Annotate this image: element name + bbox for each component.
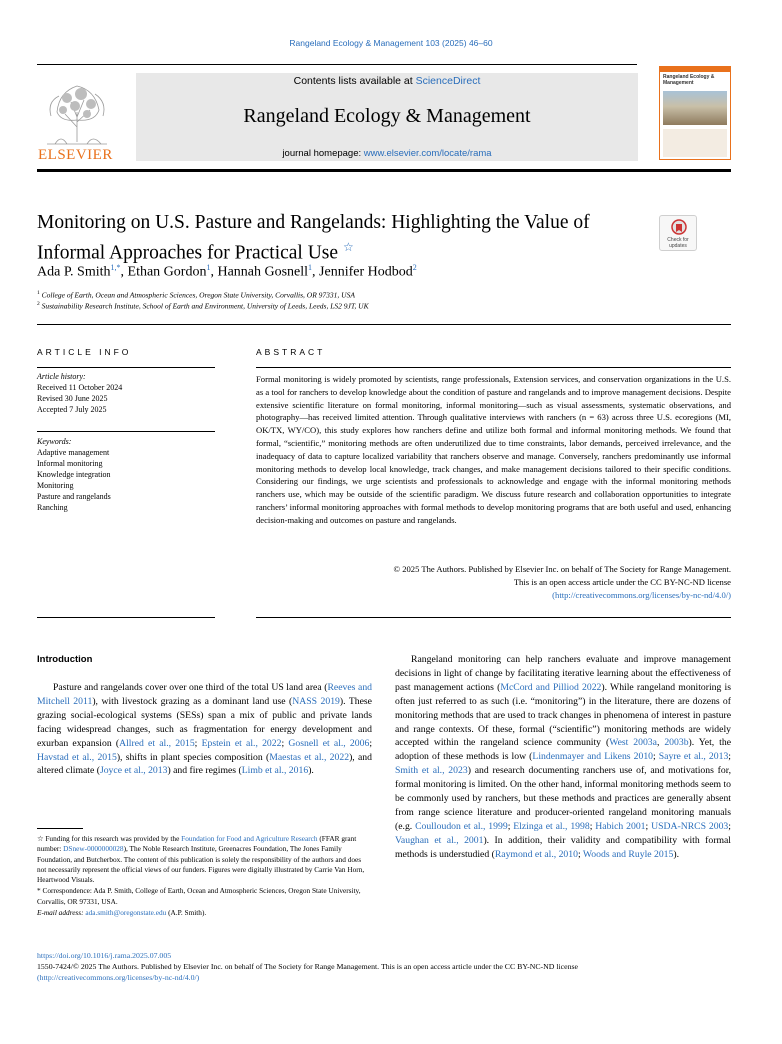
citation-link[interactable]: USDA-NRCS 2003 [651,820,729,832]
abstract-heading: ABSTRACT [256,347,326,357]
contents-line [136,75,638,87]
citation-link[interactable]: Foundation for Food and Agriculture Research [181,834,318,843]
header-top-rule [37,64,637,65]
text-run: ; [577,848,583,860]
citation-link[interactable]: NASS 2019 [292,695,340,707]
text-run: ). In addition, their validity and compatibility with formal methods is understudied ( [395,834,731,860]
check-updates-label: Check for updates [667,237,689,249]
citation-link[interactable]: Habich 2001 [595,820,646,832]
keyword: Pasture and rangelands [37,492,111,501]
sciencedirect-link[interactable]: ScienceDirect [415,75,481,87]
abstract-text: Formal monitoring is widely promoted by scientists, range professionals, Extension services, and conservation organizations in the U.S. as a tool for ranchers to develop knowledge about the condition of pasture and rangelands and to improve management decisions. Despite extensive scientific literature on formal monitoring, informal monitoring—such as visual assessments, systematic observations, and photography—has received limited attention. Through qualitative interviews with ranchers (n = 63) across three U.S. ecoregions (MI, OK/TX, WY/CO), this study explores how ranchers define and utilize both formal and informal monitoring methods. We found that formal, “scientific,” monitoring methods are often underutilized due to time constraints, labor demands, perceived irrelevance, and the inadequacy of data to capture localized variability that ranchers observe and manage. Conversely, ranchers predominantly use informal monitoring methods to develop local knowledge, track changes, and make management decisions tailored to their specific conditions. Considering our findings, we urge scientists and professionals to acknowledge and engage with the informal monitoring methods ranchers use, which may be outside of the scientific paradigm. We discuss future research and collaboration opportunities to integrate ranchers’ informal monitoring approaches with formal methods to develop monitoring programs that are both useful and used, enhancing decision-making and outcomes on pasture and rangelands. [256,374,731,525]
affiliation-text: College of Earth, Ocean and Atmospheric Sciences, Oregon State University, Corvallis, OR 97331, USA [41,290,355,300]
issn-line: 1550-7424/© 2025 The Authors. Published by Elsevier Inc. on behalf of The Society for Range Management. This is an open access article under the CC BY-NC-ND license [37,962,578,971]
title-block-rule [37,324,731,325]
text-run: ), with livestock grazing as a dominant land use ( [92,695,293,707]
citation-link[interactable]: Havstad et al., 2015 [37,751,117,763]
funding-footnote [37,834,372,885]
author-name[interactable]: Ethan Gordon [127,264,207,280]
page-footer [37,950,737,983]
keyword: Ranching [37,503,68,512]
author-email-link[interactable]: ada.smith@oregonstate.edu [85,908,167,918]
check-for-updates-button[interactable] [659,215,697,251]
intro-paragraph [37,681,372,778]
text-run: ). [673,848,680,860]
footnote-rule [37,828,83,829]
article-info-rule [37,367,215,368]
citation-link[interactable]: Gosnell et al., 2006 [288,737,370,749]
citation-link[interactable]: Limb et al., 2016 [241,765,309,777]
journal-homepage-link[interactable]: www.elsevier.com/locate/rama [363,148,492,159]
keywords [37,436,215,513]
text-run: Pasture and rangelands cover over one third of the total US land area ( [53,682,328,693]
citation-link[interactable]: Elzinga et al., 1998 [513,820,590,832]
citation-link[interactable]: Sayre et al., 2013 [658,751,729,763]
footer-license-link[interactable]: (http://creativecommons.org/licenses/by-nc-nd/4.0/) [37,973,200,982]
author-name[interactable]: Hannah Gosnell [217,264,309,280]
citation-link[interactable]: Joyce et al., 2013 [99,765,168,777]
cover-band [660,67,730,72]
homepage-line [136,148,638,159]
text-run: ; [728,751,731,763]
keyword: Knowledge integration [37,470,111,479]
citation-link[interactable]: West 2003a [609,737,657,749]
affiliation-number: 1 [37,290,40,296]
citation-link[interactable]: Coulloudon et al., 1999 [415,820,508,832]
doi-link[interactable]: https://doi.org/10.1016/j.rama.2025.07.005 [37,951,172,960]
text-run: ; [728,820,731,832]
text-run: ; [645,820,652,832]
text-run: ). These grazing social-ecological systems (SESs) span a mix of public and private lands facing widespread changes, such as fragmentation for energy development and exurban expansion ( [37,695,372,749]
author-list: Ada P. Smith$^{1,*}$, Ethan Gordon$^1$, Hannah Gosnell$^1$, Jennifer Hodbod$^2$ [37,263,417,280]
abstract-copyright: © 2025 The Authors. Published by Elsevier Inc. on behalf of The Society for Range Management. [393,564,731,574]
abstract-bottom-rule [256,617,731,618]
text-run: ), and altered climate ( [37,751,372,777]
abstract-license: This is an open access article under the CC BY-NC-ND license [513,577,731,587]
text-run: ) and research documenting ranchers use of, and motivations for, formal monitoring is limited. On the other hand, informal monitoring methods seem to be commonly used by ranchers, but these methods and practices are generally absent from range science literature and producer-oriented rangeland monitoring manuals (e.g. [395,765,731,832]
check-updates-icon [671,219,687,237]
email-suffix: (A.P. Smith). [166,908,207,918]
text-run: ), shifts in plant species composition ( [116,751,270,763]
author-affil-mark[interactable]: 1 [308,263,313,272]
article-title-text: Monitoring on U.S. Pasture and Rangelands: Highlighting the Value of Informal Approaches for Practical Use [37,212,590,264]
journal-reference[interactable]: Rangeland Ecology & Management 103 (2025) 46–60 [289,38,493,48]
author-name[interactable]: Ada P. Smith [37,264,111,280]
keywords-label: Keywords: [37,437,72,446]
intro-right-column [395,653,731,862]
citation-link[interactable]: DSnew-0000000028 [63,844,124,854]
affiliation [37,301,737,311]
keyword: Adaptive management [37,448,110,457]
email-footnote [37,908,372,918]
citation-link[interactable]: Allred et al., 2015 [119,737,195,749]
cover-bottom-panel [663,129,727,157]
affiliation [37,290,737,300]
text-run: ; [507,820,514,832]
keyword: Informal monitoring [37,459,103,468]
author-affil-mark[interactable]: 1 [206,263,211,272]
citation-link[interactable]: Vaughan et al., 2001 [395,834,484,846]
article-info-heading: ARTICLE INFO [37,347,132,357]
elsevier-wordmark[interactable]: ELSEVIER [38,147,113,163]
affiliation-text: Sustainability Research Institute, School of Earth and Environment, University of Leeds, Leeds, LS2 9JT, UK [41,301,369,311]
journal-cover-thumbnail[interactable] [659,66,731,160]
intro-paragraph [395,653,731,862]
cover-title: Rangeland Ecology & Management [663,74,715,86]
citation-link[interactable]: Maestas et al., 2022 [269,751,350,763]
text-run: ; [194,737,202,749]
text-run: ), The Noble Research Institute, Greenacres Foundation, The Jones Family Foundation, and Butcherbox. The content of this publication is solely the responsibility of the authors and does not necessarily represent the official views of our funders. Figures were digitally illustrated by Carrie Van Horn, Heartwood Visuals. [37,844,365,885]
journal-name: Rangeland Ecology & Management [243,105,531,127]
text-run: , [656,737,665,749]
title-footnote-mark[interactable]: ☆ [342,240,354,254]
citation-link[interactable]: Woods and Ruyle 2015 [582,848,674,860]
history-accepted: Accepted 7 July 2025 [37,405,107,414]
text-run: ). [308,765,314,777]
citation-link[interactable]: Lindenmayer and Likens 2010 [532,751,654,763]
citation-link[interactable]: Reeves and Mitchell 2011 [37,682,373,707]
text-run: ; [281,737,289,749]
affiliation-number: 2 [37,301,40,307]
text-run: ☆ Funding for this research was provided by the [37,834,182,843]
citation-link[interactable]: Epstein et al., 2022 [201,737,282,749]
article-history [37,371,215,415]
homepage-prefix: journal homepage: [282,148,364,159]
contents-prefix: Contents lists available at [293,75,416,87]
email-label: E-mail address: [37,908,84,918]
citation-link[interactable]: Smith et al., 2023 [395,765,468,777]
cover-photo [663,91,727,125]
history-revised: Revised 30 June 2025 [37,394,108,403]
text-run: ; [589,820,596,832]
article-info-bottom-rule [37,617,215,618]
author-name[interactable]: Jennifer Hodbod [319,264,413,280]
text-run: ). While rangeland monitoring is often just referred to as such (i.e. “monitoring”) in the literature, there are dozens of monitoring methods that are used to track changes in phenomena of interest in pasture and range contexts. Of these, formal (“scientific”) monitoring methods are widely accepted within the rangeland science community ( [395,681,731,749]
text-run: ; [369,737,373,749]
footnotes [37,834,372,919]
abstract-rule [256,367,731,368]
article-title [37,211,642,266]
intro-left-column [37,681,372,778]
text-run: Rangeland monitoring can help ranchers evaluate and improve management decisions in light of change by facilitating iterative learning about the effectiveness of past management actions ( [395,654,731,693]
citation-link[interactable]: Raymond et al., 2010 [494,848,578,860]
citation-link[interactable]: McCord and Pilliod 2022 [500,681,602,693]
keyword: Monitoring [37,481,74,490]
text-run: (FFAR grant number: [37,834,357,854]
correspondence-footnote: * Correspondence: Ada P. Smith, College of Earth, Ocean and Atmospheric Sciences, Oregon State University, Corvallis, OR 97331, USA. [37,886,361,906]
author-affil-mark[interactable]: 2 [412,263,417,272]
history-received: Received 11 October 2024 [37,383,123,392]
citation-link[interactable]: 2003b [664,737,689,749]
introduction-heading: Introduction [37,654,93,665]
header-thick-rule [37,169,731,172]
text-run: ). Yet, the adoption of these methods is low ( [395,737,731,763]
history-label: Article history: [37,372,86,381]
abstract-license-link[interactable]: (http://creativecommons.org/licenses/by-nc-nd/4.0/) [552,590,731,600]
author-affil-mark[interactable]: 1,* [110,263,121,272]
text-run: ) and fire regimes ( [167,765,242,777]
text-run: ; [653,751,659,763]
keywords-rule [37,431,215,432]
